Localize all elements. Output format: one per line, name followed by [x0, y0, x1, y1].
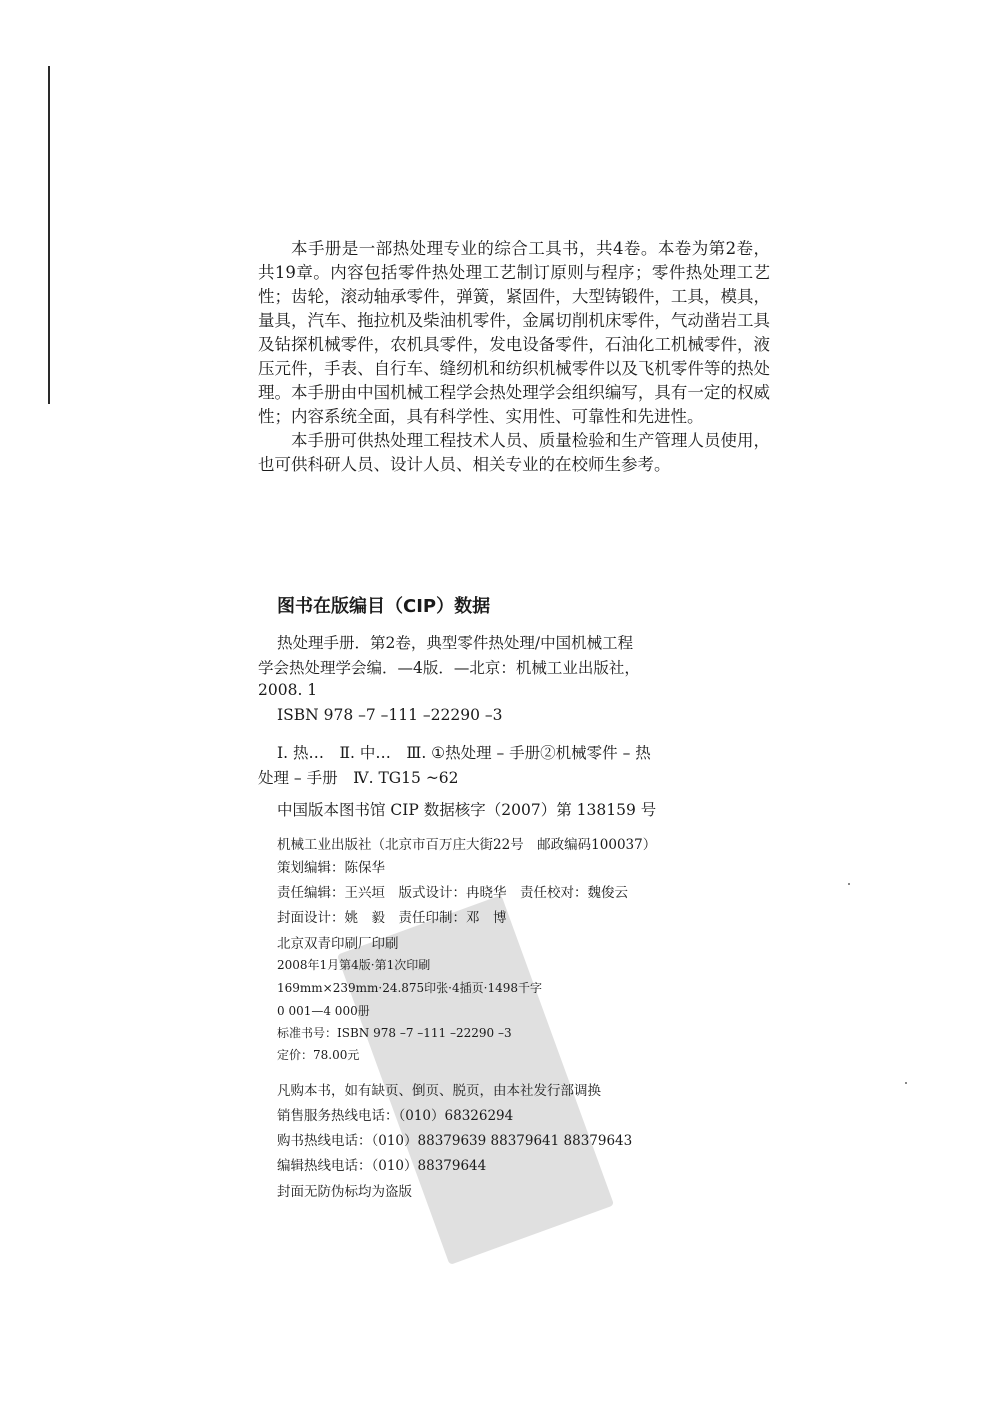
imprint-publisher: 机械工业出版社（北京市百万庄大街22号 邮政编码100037）	[277, 837, 657, 853]
cip-isbn: ISBN 978 –7 –111 –22290 –3	[277, 706, 503, 724]
cip-classification-2: 处理 – 手册 Ⅳ. TG15 ~62	[258, 769, 459, 787]
imprint-editors: 责任编辑：王兴垣 版式设计：冉晓华 责任校对：魏俊云	[277, 885, 628, 901]
imprint-printer: 北京双青印刷厂印刷	[277, 936, 399, 952]
imprint-edition: 2008年1月第4版·第1次印刷	[277, 958, 431, 972]
scan-edge-line	[48, 66, 50, 404]
cip-classification-1: Ⅰ. 热… Ⅱ. 中… Ⅲ. ①热处理 – 手册②机械零件 – 热	[277, 744, 651, 762]
imprint-format: 169mm×239mm·24.875印张·4插页·1498千字	[277, 981, 542, 995]
notice-order-hotline: 购书热线电话：（010）88379639 88379641 88379643	[277, 1133, 633, 1149]
abstract-paragraph-2: 本手册可供热处理工程技术人员、质量检验和生产管理人员使用，也可供科研人员、设计人员、相关专业的在校师生参考。	[258, 431, 770, 474]
notice-anti-counterfeit: 封面无防伪标均为盗版	[277, 1184, 412, 1200]
cip-line-1: 热处理手册．第2卷，典型零件热处理/中国机械工程	[277, 634, 634, 652]
abstract-paragraph-1: 本手册是一部热处理专业的综合工具书，共4卷。本卷为第2卷，共19章。内容包括零件热处理工艺制订原则与程序；零件热处理工艺性；齿轮，滚动轴承零件，弹簧，紧固件，大型铸锻件，工具，模具，量具，汽车、拖拉机及柴油机零件，金属切削机床零件，气动凿岩工具及钻探机械零件，农机具零件，发电设备零件，石油化工机械零件，液压元件，手表、自行车、缝纫机和纺织机械零件以及飞机零件等的热处理。本手册由中国机械工程学会热处理学会组织编写，具有一定的权威性；内容系统全面，具有科学性、实用性、可靠性和先进性。	[258, 239, 770, 426]
abstract	[258, 237, 770, 477]
imprint-planner: 策划编辑：陈保华	[277, 860, 385, 876]
imprint-copies: 0 001—4 000册	[277, 1004, 370, 1018]
cip-line-3: 2008. 1	[258, 681, 318, 699]
notice-replacement: 凡购本书，如有缺页、倒页、脱页，由本社发行部调换	[277, 1083, 601, 1099]
imprint-standard-number: 标准书号：ISBN 978 –7 –111 –22290 –3	[277, 1026, 512, 1040]
cip-number: 中国版本图书馆 CIP 数据核字（2007）第 138159 号	[277, 801, 657, 819]
notice-editor-hotline: 编辑热线电话：（010）88379644	[277, 1158, 487, 1174]
cip-title: 图书在版编目（CIP）数据	[277, 596, 491, 617]
scan-speck	[905, 1082, 907, 1084]
cip-line-2: 学会热处理学会编．—4版．—北京：机械工业出版社，	[258, 659, 640, 677]
imprint-price: 定价：78.00元	[277, 1048, 360, 1062]
scan-speck	[848, 883, 850, 885]
notice-sales-hotline: 销售服务热线电话：（010）68326294	[277, 1108, 514, 1124]
imprint-cover: 封面设计：姚 毅 责任印制：邓 博	[277, 910, 507, 926]
